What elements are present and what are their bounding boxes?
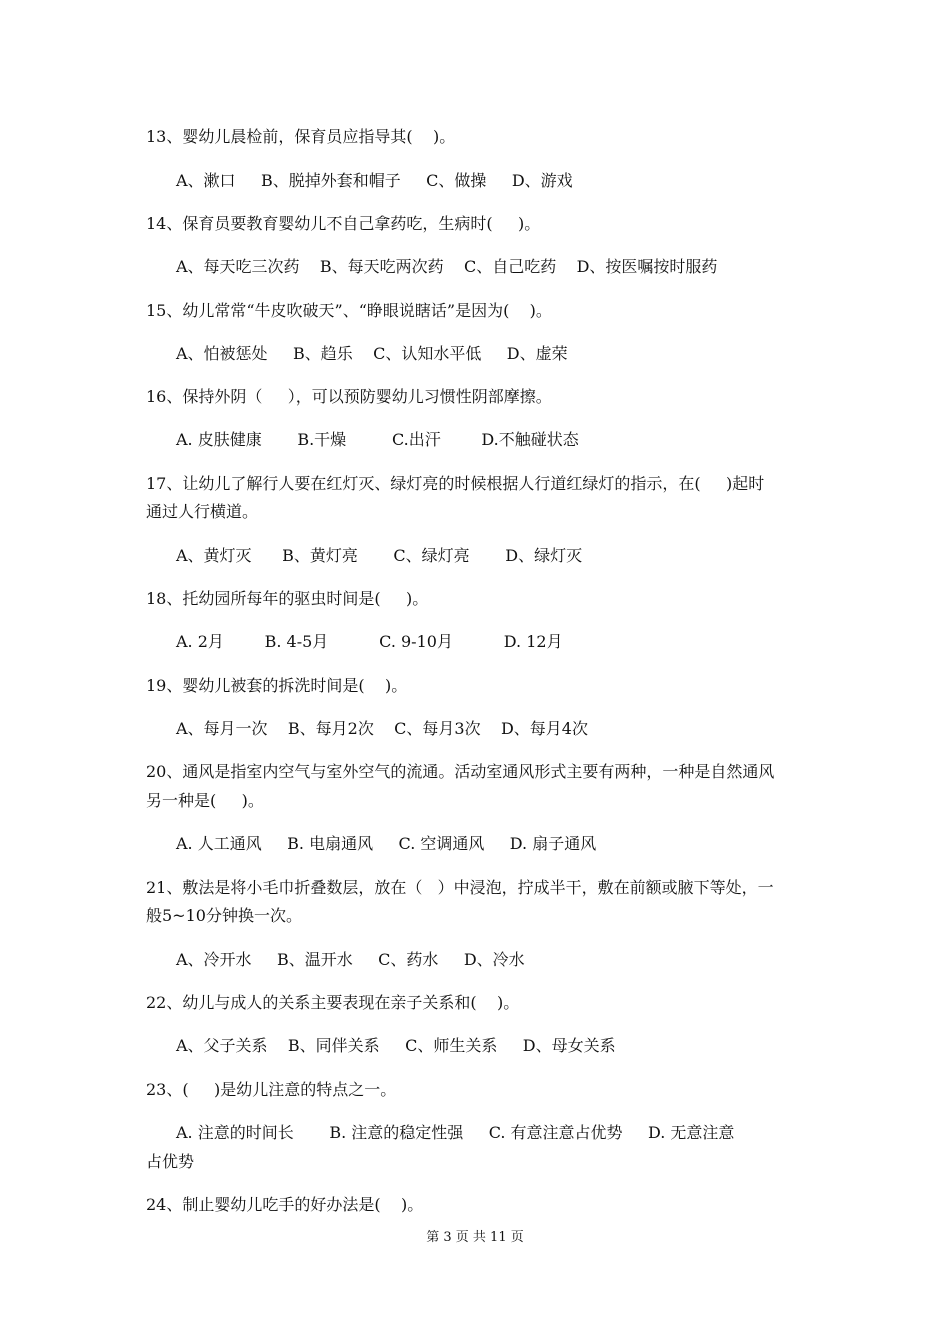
question-21-text-continued: 般5~10分钟换一次。: [146, 906, 302, 925]
question-16-text: 16、保持外阴（ ），可以预防婴幼儿习惯性阴部摩擦。: [146, 387, 552, 406]
question-22-options: A、父子关系 B、同伴关系 C、师生关系 D、母女关系: [176, 1036, 616, 1055]
question-19-text: 19、婴幼儿被套的拆洗时间是( )。: [146, 676, 408, 695]
question-17-options: A、黄灯灭 B、黄灯亮 C、绿灯亮 D、绿灯灭: [176, 546, 583, 565]
question-22-text: 22、幼儿与成人的关系主要表现在亲子关系和( )。: [146, 993, 520, 1012]
question-15-text: 15、幼儿常常“牛皮吹破天”、“睁眼说瞎话”是因为( )。: [146, 301, 552, 320]
question-23-options-continued: 占优势: [146, 1152, 195, 1171]
question-19-options: A、每月一次 B、每月2次 C、每月3次 D、每月4次: [176, 719, 588, 738]
question-23-text: 23、( )是幼儿注意的特点之一。: [146, 1080, 397, 1099]
question-17-text-continued: 通过人行横道。: [146, 502, 259, 521]
question-24-text: 24、制止婴幼儿吃手的好办法是( )。: [146, 1195, 424, 1214]
page-number-footer: 第 3 页 共 11 页: [426, 1230, 524, 1245]
question-14-options: A、每天吃三次药 B、每天吃两次药 C、自己吃药 D、按医嘱按时服药: [176, 257, 718, 276]
question-18-text: 18、托幼园所每年的驱虫时间是( )。: [146, 589, 429, 608]
question-20-text-continued: 另一种是( )。: [146, 791, 264, 810]
question-13-text: 13、婴幼儿晨检前，保育员应指导其( )。: [146, 127, 456, 146]
question-14-text: 14、保育员要教育婴幼儿不自己拿药吃，生病时( )。: [146, 214, 541, 233]
question-20-text: 20、通风是指室内空气与室外空气的流通。活动室通风形式主要有两种，一种是自然通风: [146, 762, 775, 781]
question-21-options: A、冷开水 B、温开水 C、药水 D、冷水: [176, 950, 525, 969]
question-18-options: A. 2月 B. 4-5月 C. 9-10月 D. 12月: [176, 632, 563, 651]
question-20-options: A. 人工通风 B. 电扇通风 C. 空调通风 D. 扇子通风: [176, 834, 597, 853]
question-13-options: A、漱口 B、脱掉外套和帽子 C、做操 D、游戏: [176, 171, 573, 190]
question-16-options: A. 皮肤健康 B.干燥 C.出汗 D.不触碰状态: [176, 430, 579, 449]
question-17-text: 17、让幼儿了解行人要在红灯灭、绿灯亮的时候根据人行道红绿灯的指示，在( )起时: [146, 474, 765, 493]
question-23-options: A. 注意的时间长 B. 注意的稳定性强 C. 有意注意占优势 D. 无意注意: [176, 1123, 735, 1142]
question-21-text: 21、敷法是将小毛巾折叠数层，放在（ ）中浸泡，拧成半干，敷在前额或腋下等处，一: [146, 878, 774, 897]
question-15-options: A、怕被惩处 B、趋乐 C、认知水平低 D、虚荣: [176, 344, 568, 363]
